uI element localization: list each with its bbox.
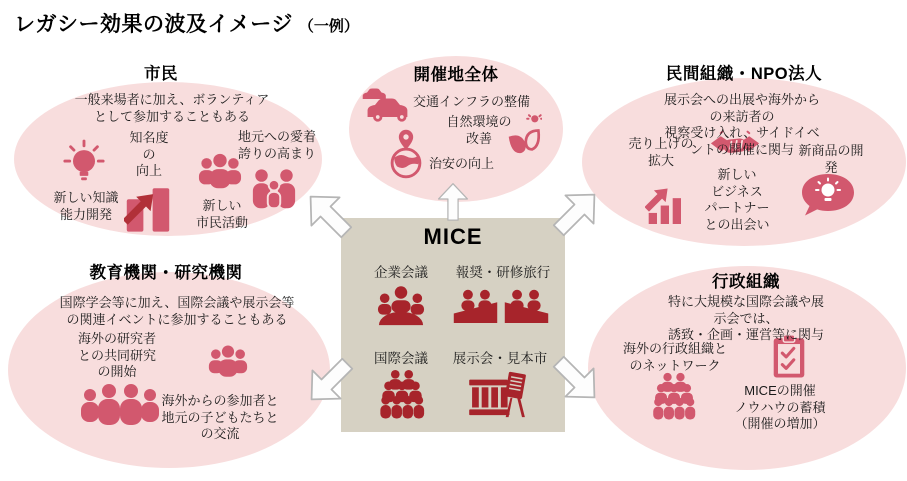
globe-pin-icon: [386, 128, 426, 180]
citizens-item-pride: 地元への愛着 誇りの高まり: [237, 129, 317, 161]
private-description: 展示会への出展や海外からの来訪者の 視察受け入れ、サイドイベントの開催に関与: [663, 92, 820, 157]
education-description: 国際学会等に加え、国際会議や展示会等 の関連イベントに参加することもある: [59, 295, 295, 327]
private-item-sales: 売り上げの 拡大: [628, 136, 694, 168]
audience-rows-icon: [450, 289, 552, 323]
group-title-host-area: 開催地全体: [413, 66, 499, 84]
citizens-item-recognition: 知名度 の 向上: [129, 130, 169, 179]
arrow-up-icon: [430, 182, 476, 221]
citizens-item-activities: 新しい 市民活動: [195, 198, 249, 230]
conference-crowd-icon: [379, 369, 425, 419]
mice-label-exhibitions: 展示会・見本市: [452, 351, 548, 366]
mice-label-corporate-meetings: 企業会議: [374, 265, 428, 280]
page-title-main: レガシー効果の波及イメージ: [14, 13, 293, 36]
government-item-network: 海外の行政組織と のネットワーク: [622, 341, 728, 373]
mice-title: MICE: [423, 224, 483, 249]
private-item-partners: 新しい ビジネス パートナー との出会い: [704, 167, 770, 232]
private-item-products: 新商品の開発: [798, 143, 864, 175]
meeting-table-icon: [377, 283, 425, 327]
network-crowd-icon: [651, 372, 697, 420]
bar-growth-icon: [124, 174, 172, 232]
group-title-private-orgs: 民間組織・NPO法人: [665, 65, 823, 83]
lightbulb-icon: [62, 138, 106, 188]
education-item-exchange: 海外からの参加者と 地元の子どもたちと の交流: [161, 393, 279, 442]
mice-label-international-conferences: 国際会議: [374, 351, 428, 366]
citizens-group-icon: [198, 150, 242, 194]
government-description: 特に大規模な国際会議や展示会では、 誘致・企画・運営等に関与: [667, 294, 824, 343]
mice-label-incentive-travel: 報奨・研修旅行: [455, 265, 551, 280]
mice-box: [341, 218, 565, 432]
host-item-safety: 治安の向上: [429, 156, 495, 171]
idea-bubble-icon: [800, 172, 856, 220]
page-title-note: （一例）: [298, 18, 359, 35]
group-title-education: 教育機関・研究機関: [89, 264, 243, 282]
exchange-people-icon: [206, 342, 250, 382]
sales-growth-icon: [645, 176, 693, 224]
citizens-item-knowledge: 新しい知識 能力開発: [53, 190, 119, 222]
page-title: [14, 8, 359, 38]
traffic-car-icon: [362, 87, 412, 123]
family-icon: [250, 166, 298, 212]
host-item-environment: 自然環境の 改善: [446, 114, 512, 146]
host-item-infrastructure: 交通インフラの整備: [413, 94, 531, 109]
education-item-research: 海外の研究者 との共同研究 の開始: [77, 331, 157, 380]
group-title-citizens: 市民: [144, 65, 178, 83]
government-item-knowhow: MICEの開催 ノウハウの蓄積 （開催の増加）: [734, 383, 826, 432]
citizens-description: 一般来場者に加え、ボランティア として参加することもある: [74, 92, 270, 124]
research-group-icon: [78, 382, 162, 430]
exhibition-hall-icon: [468, 371, 528, 419]
group-title-government: 行政組織: [712, 273, 780, 291]
